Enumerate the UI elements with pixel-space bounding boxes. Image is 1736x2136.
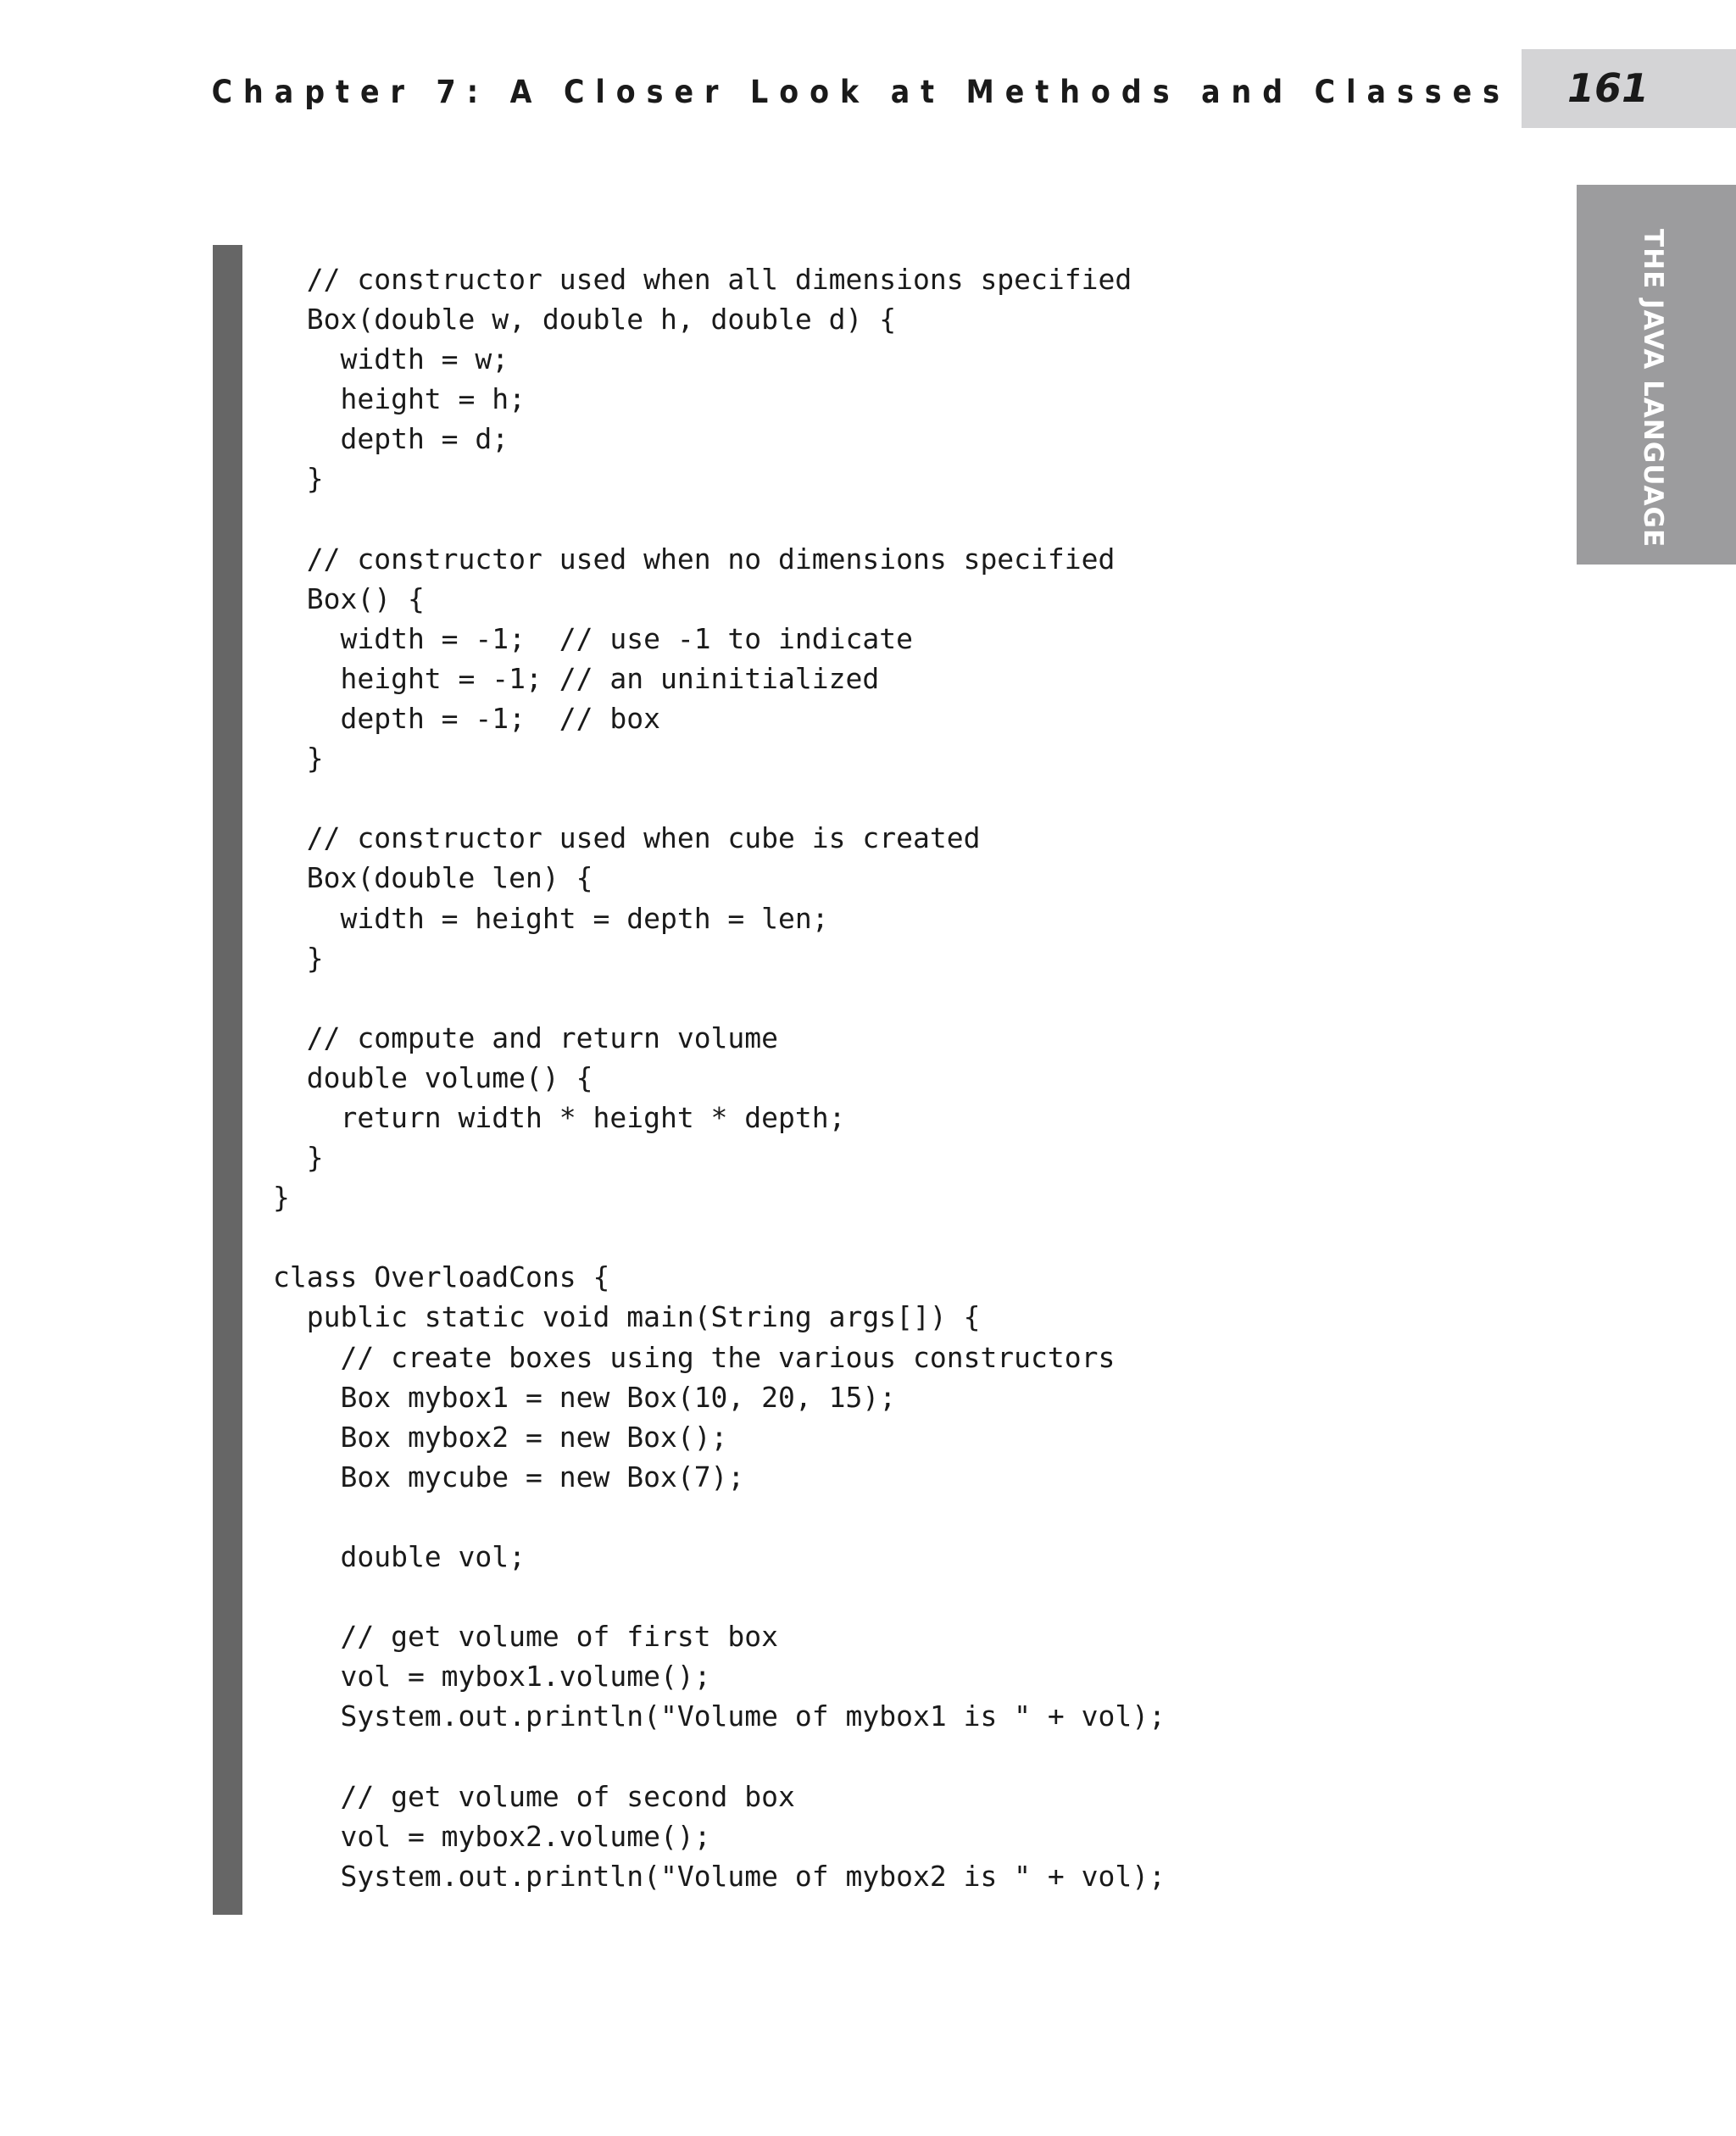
- code-line: public static void main(String args[]) {: [273, 1300, 981, 1334]
- code-line: Box mybox2 = new Box();: [273, 1420, 728, 1454]
- code-line: }: [273, 742, 324, 776]
- code-line: }: [273, 462, 324, 496]
- code-line: // get volume of second box: [273, 1779, 795, 1813]
- code-line: System.out.println("Volume of mybox2 is " + vol);: [273, 1859, 1166, 1893]
- code-line: depth = -1; // box: [273, 702, 660, 736]
- code-line: [273, 778, 1166, 818]
- page-number: 161: [1567, 65, 1650, 111]
- page-number-box: [1522, 49, 1736, 128]
- code-line: System.out.println("Volume of mybox1 is " + vol);: [273, 1699, 1166, 1733]
- code-line: height = h;: [273, 382, 526, 416]
- code-line: Box(double len) {: [273, 861, 593, 895]
- section-side-tab-label: THE JAVA LANGUAGE: [1638, 229, 1668, 548]
- code-line: // create boxes using the various constructors: [273, 1340, 1116, 1374]
- code-line: // compute and return volume: [273, 1021, 779, 1054]
- code-line: }: [273, 941, 324, 975]
- code-line: [273, 1577, 1166, 1616]
- code-line: Box mycube = new Box(7);: [273, 1460, 745, 1494]
- code-line: // constructor used when all dimensions specified: [273, 263, 1132, 296]
- code-line: }: [273, 1141, 324, 1175]
- code-line: [273, 499, 1166, 539]
- code-line: width = height = depth = len;: [273, 901, 829, 935]
- code-line: Box() {: [273, 581, 425, 615]
- code-line: [273, 978, 1166, 1018]
- code-line: return width * height * depth;: [273, 1100, 846, 1134]
- code-line: double volume() {: [273, 1060, 593, 1094]
- code-line: class OverloadCons {: [273, 1260, 610, 1294]
- code-line: [273, 1217, 1166, 1257]
- section-side-tab: [1577, 185, 1736, 565]
- code-line: vol = mybox2.volume();: [273, 1819, 711, 1853]
- code-line: width = -1; // use -1 to indicate: [273, 621, 913, 655]
- chapter-header: Chapter 7: A Closer Look at Methods and Classes: [211, 74, 1511, 110]
- code-line: Box(double w, double h, double d) {: [273, 303, 897, 337]
- code-line: }: [273, 1181, 290, 1215]
- code-line: width = w;: [273, 342, 509, 376]
- code-line: // constructor used when no dimensions specified: [273, 542, 1116, 576]
- code-listing: [273, 259, 1166, 1896]
- code-line: vol = mybox1.volume();: [273, 1660, 711, 1694]
- code-line: // get volume of first box: [273, 1620, 779, 1654]
- code-line: [273, 1497, 1166, 1537]
- code-line: // constructor used when cube is created: [273, 821, 981, 855]
- code-line: Box mybox1 = new Box(10, 20, 15);: [273, 1380, 897, 1414]
- code-listing-bar: [213, 245, 242, 1915]
- code-line: [273, 1736, 1166, 1776]
- code-line: double vol;: [273, 1540, 526, 1573]
- code-line: height = -1; // an uninitialized: [273, 661, 880, 695]
- code-line: depth = d;: [273, 422, 509, 456]
